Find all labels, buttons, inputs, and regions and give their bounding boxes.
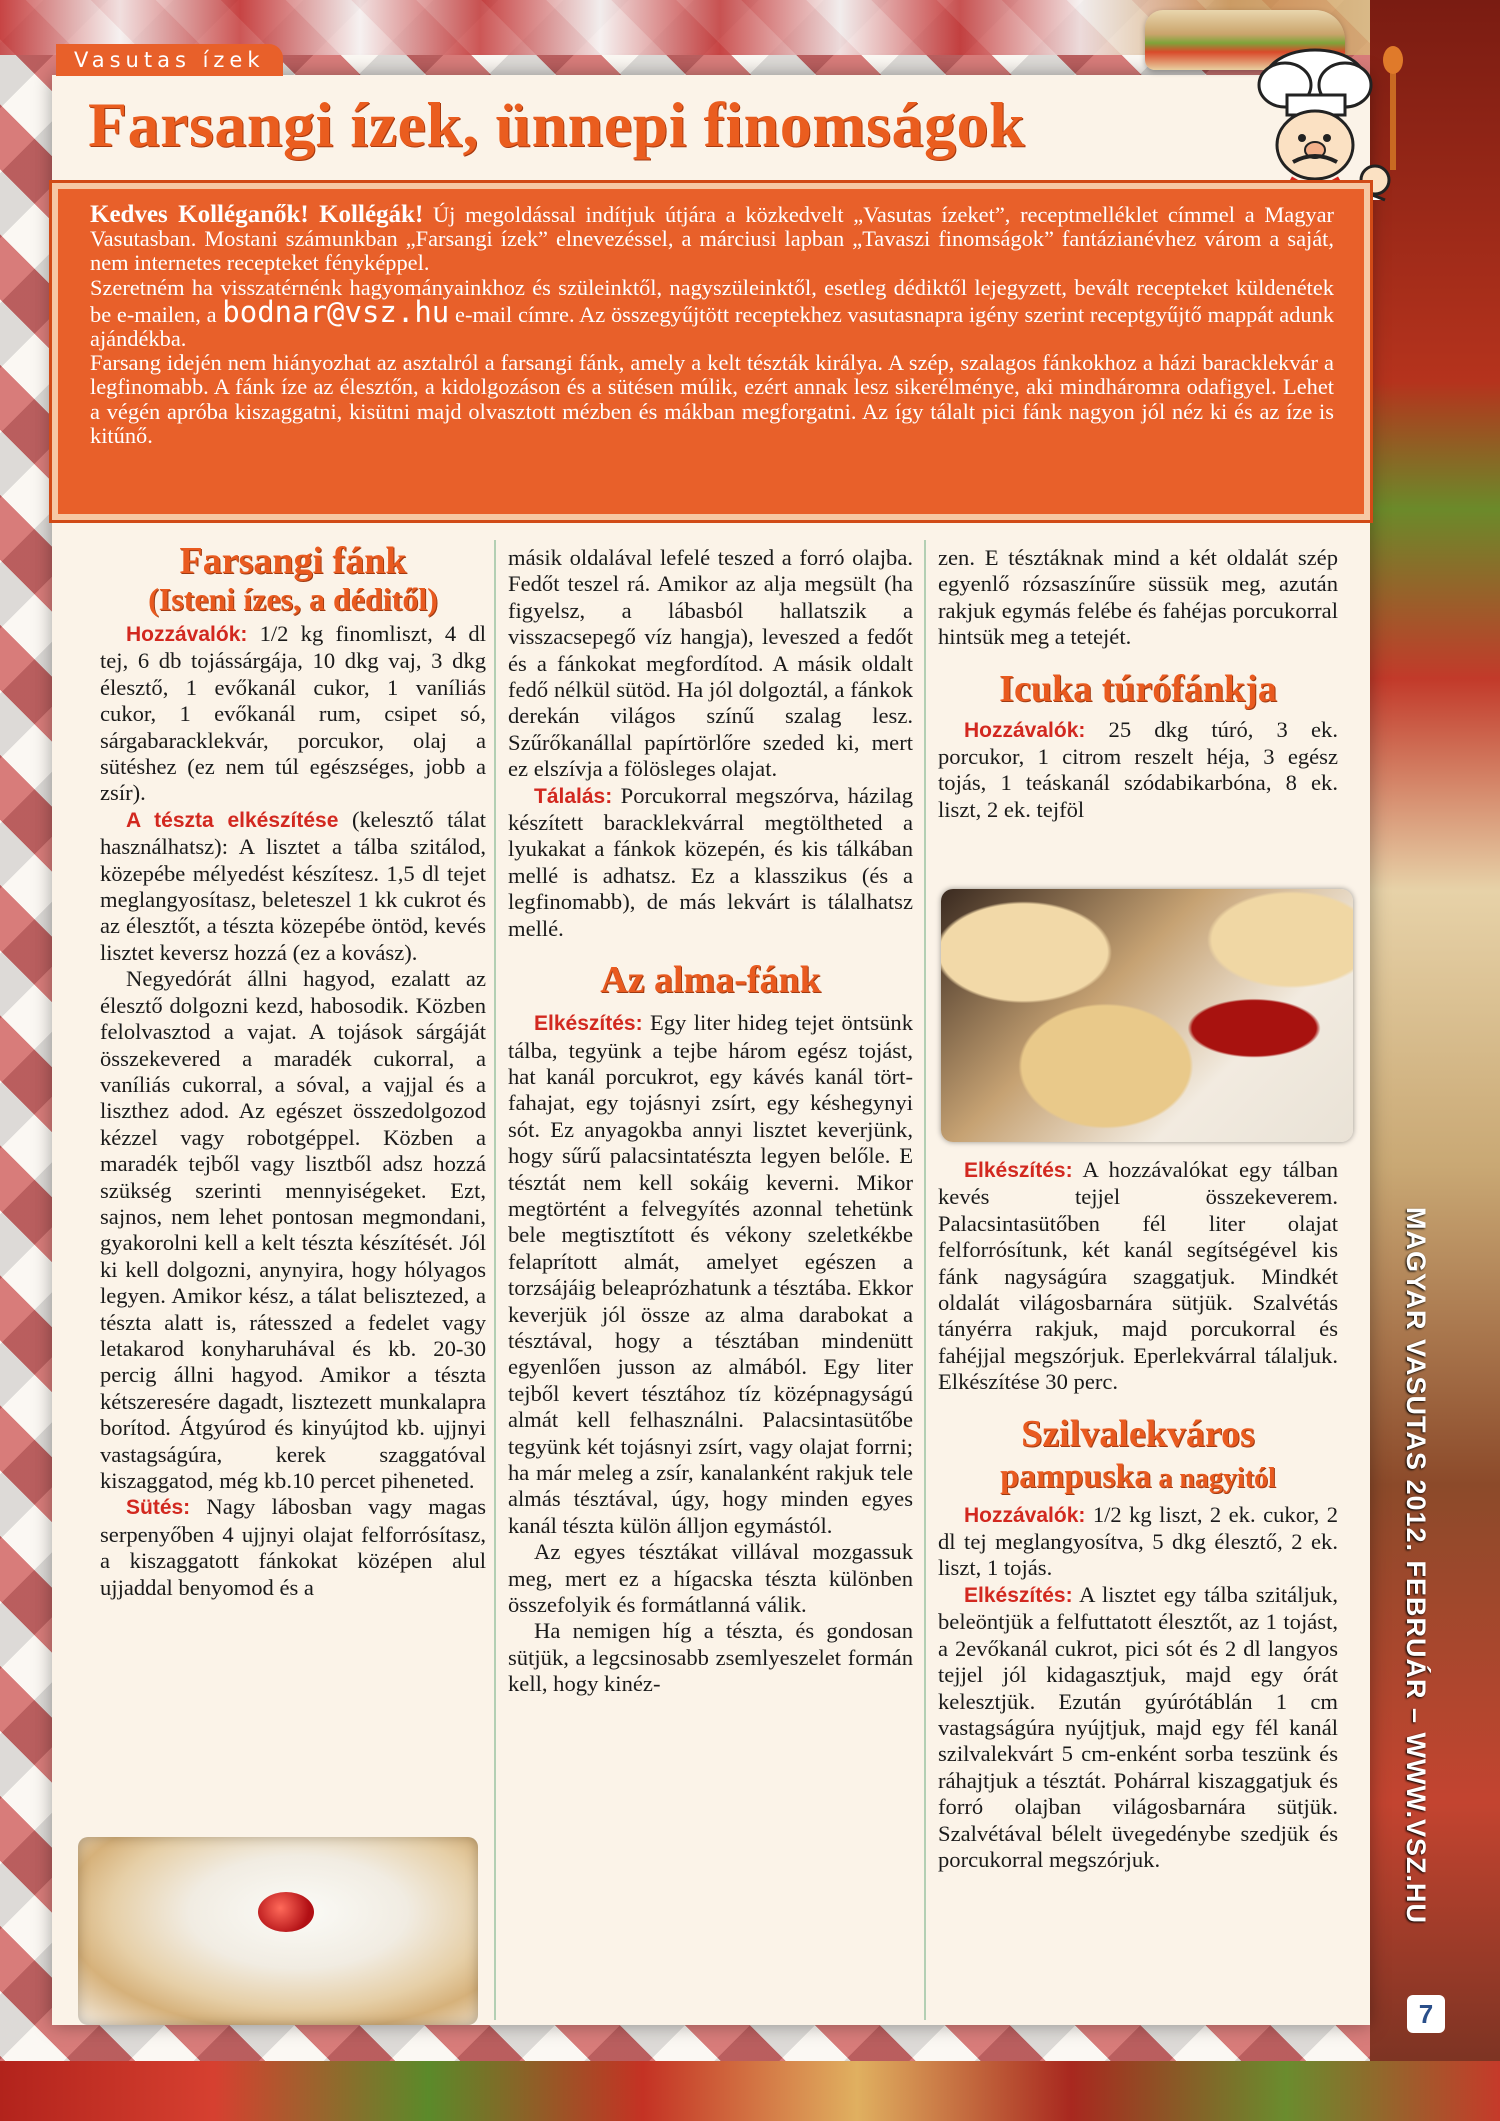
intro-box	[52, 183, 1370, 520]
intro-greeting: Kedves Kolléganők! Kollégák!	[90, 201, 424, 228]
prep-paragraph: A tészta elkészítése (kelesztő tálat használhatsz): A lisztet a tálba szitálod, közepébe mélyedést készítesz. 1,5 dl tejet meglangyosítasz, beleteszel 1 kk cukrot és az élesztőt, a tészta közepébe öntöd, kevés lisztet keversz hozzá (ez a kovász).	[100, 806, 487, 965]
recipe-title-alma-fank: Az alma-fánk	[600, 959, 821, 1002]
pampuska-prep: Elkészítés: A lisztet egy tálba szitáljuk, beleöntjük a felfuttatott élesztőt, az 1 tojást, a 2evőkanál cukrot, pici sót és 2 dl langyos tejjel jól kidagasztjuk, majd egy órát kelesztjük. Ezután gyúrótáblán 1 cm vastagságúra nyújtjuk, majd egy fél kanál szilvalekvárt 5 cm-enként sorba teszünk és ráhajtjuk a tésztát. Pohárral kiszaggatjuk és forró olajban világosbarnára sütjük. Szalvétával bélelt üvegedénybe szedjük és porcukorral megszórjuk.	[938, 1581, 1338, 1872]
alma-paragraph-2: Az egyes tésztákat villával mozgassuk meg, mert ez a hígacska tészta különben összefolyik és formátlanná válik.	[508, 1539, 913, 1618]
page-number: 7	[1407, 1995, 1445, 2033]
recipe-title-farsangi-fank: Farsangi fánk	[179, 540, 407, 582]
turo-ingredients: Hozzávalók: 25 dkg túró, 3 ek. porcukor, 1 citrom reszelt héja, 3 egész tojás, 1 teáskanál szódabikarbóna, 8 ek. liszt, 2 ek. tejföl	[938, 716, 1338, 822]
alma-continued: zen. E tésztáknak mind a két oldalát szép egyenlő rózsaszínűre süssük meg, azután rakjuk egymás felébe és fahéjas porcukorral hintsük meg a tetejét.	[938, 545, 1338, 650]
ingredients-paragraph: Hozzávalók: 1/2 kg finomliszt, 4 dl tej, 6 db tojássárgája, 10 dkg vaj, 3 dkg élesztő, 1 evőkanál cukor, 1 vaníliás cukor, 1 evőkanál rum, csipet só, sárgabaracklekvár, porcukor, olaj a sütéshez (ez nem túl egészséges, jobb a zsír).	[100, 621, 486, 806]
donut-photo	[78, 1837, 478, 2025]
intro-paragraph-1: Kedves Kolléganők! Kollégák! Új megoldással indítjuk útjára a közkedvelt „Vasutas ízeket”, receptmelléklet címmel a Magyar Vasutasban. Mostani számunkban „Farsangi ízek” elnevezéssel, a márciusi lapban „Tavaszi finomságok” fantázianévhez várom a saját, nem internetes recepteket fényképpel.	[90, 201, 1334, 276]
recipe-title-turofank: Icuka túrófánkja	[999, 667, 1277, 710]
recipe-subtitle-pampuska: pampuska a nagyitól	[1000, 1457, 1276, 1495]
cottage-cheese-donut-photo	[941, 889, 1353, 1142]
recipe-title-pampuska: Szilvalekváros	[1021, 1412, 1255, 1455]
column-3-lower	[938, 1157, 1338, 1873]
prep-paragraph-2: Negyedórát állni hagyod, ezalatt az élesztő dolgozni kezd, habosodik. Közben felolvasztod a vajat. A tojások sárgáját összekevered a maradék cukorral, a vaníliás cukorral, a sóval, a vajjal és a liszthez adod. Az egészet összedolgozod kézzel vagy robotgéppel. Közben a maradék tejből vagy lisztből adsz hozzá szükség szerinti mennyiségeket. Ezt, sajnos, nem lehet pontosan megmondani, gyakorolni kell a kelt tészta készítését. Jól ki kell dolgozni, anynyira, hogy hólyagos legyen. Amikor kész, a tálat belisztezed, a tészta alatt is, rátesszed a fedelet vagy letakarod konyharuhával és kb. 20-30 percig állni hagyod. Amikor a tészta kétszeresére dagadt, lisztezett munkalapra borítod. Átgyúrod és kinyújtod kb. ujjnyi vastagságúra, kerek szaggatóval kiszaggatod, még kb.10 percet piheneted.	[100, 966, 486, 1493]
column-3	[938, 533, 1338, 823]
email-link[interactable]: bodnar@vsz.hu	[222, 294, 450, 329]
column-2	[508, 533, 913, 1698]
recipe-subtitle: (Isteni ízes, a déditől)	[148, 581, 438, 617]
column-1	[100, 533, 486, 1601]
frying-paragraph: Sütés: Nagy lábosban vagy magas serpenyőben 4 ujjnyi olajat felforrósítasz, a kiszaggatott fánkokat középen alul ujjaddal benyomod és a	[100, 1494, 486, 1600]
column-divider	[924, 540, 926, 2020]
food-photo-border	[1370, 0, 1500, 2121]
vegetables-photo-border	[0, 2061, 1500, 2121]
intro-paragraph-2: Szeretném ha visszatérnénk hagyományainkhoz és szüleinktől, nagyszüleinktől, esetleg dédiktől lejegyzett, bevált recepteket küldenétek be e-mailen, a bodnar@vsz.hu e-mail címre. Az összegyűjtött receptekhez vasutasnapra igény szerint receptgyűjtő mappát adunk ajándékba.	[90, 274, 1334, 352]
magazine-footer-vertical: MAGYAR VASUTAS 2012. FEBRUÁR – WWW.VSZ.HU	[1401, 1206, 1432, 1924]
alma-paragraph-3: Ha nemigen híg a tészta, és gondosan sütjük, a legcsinosabb zsemlyeszelet formán kell, hogy kinéz-	[508, 1618, 913, 1697]
pampuska-ingredients: Hozzávalók: 1/2 kg liszt, 2 ek. cukor, 2 dl tej meglangyosítva, 5 dkg élesztő, 2 ek. liszt, 1 tojás.	[938, 1501, 1338, 1581]
turo-prep: Elkészítés: A hozzávalókat egy tálban kevés tejjel összekeverem. Palacsintasütőben fél liter olajat felforrósítunk, két kanál segítségével kis fánk nagyságúra szaggatjuk. Mindkét oldalát világosbarnára sütjük. Szalvétás tányérra rakjuk, majd porcukorral és fahéjjal megszórjuk. Eperlekvárral tálaljuk. Elkészítése 30 perc.	[938, 1157, 1338, 1395]
section-tag: Vasutas ízek	[56, 44, 283, 76]
serving-paragraph: Tálalás: Porcukorral megszórva, házilag készített baracklekvárral megtöltheted a lyukakat a fánkok közepén, és kis tálkában mellé is adhatsz. Ez a klasszikus (és a legfinomabb), de más lekvárt is tálalhatsz mellé.	[508, 782, 913, 941]
column-divider	[494, 540, 496, 2020]
page-title: Farsangi ízek, ünnepi finomságok	[88, 89, 1026, 160]
intro-paragraph-3: Farsang idején nem hiányozhat az asztalról a farsangi fánk, amely a kelt tészták királya. A szép, szalagos fánkokhoz a házi baracklekvár a legfinomabb. A fánk íze az élesztőn, a kidolgozáson és a sütésen múlik, ezért annak lesz sikerélménye, aki mindháromra odafigyel. Lehet a végén apróba kiszaggatni, kisütni majd olvasztott mézben és mákban megforgatni. Az így tálalt pici fánk nagyon jól néz ki és az íze is kitűnő.	[90, 350, 1334, 448]
frying-continued: másik oldalával lefelé teszed a forró olajba. Fedőt teszel rá. Amikor az alja megsült (ha figyelsz, a lábasból hallatszik a visszacsepegő víz hangja), leveszed a fedőt és a fánkokat megfordítod. A másik oldalt fedő nélkül sütöd. Ha jól dolgoztál, a fánkok derekán világos színű szalag lesz. Szűrőkanállal papírtörlőre szeded ki, mert ez elszívja a fölösleges olajat.	[508, 545, 913, 782]
alma-prep-paragraph: Elkészítés: Egy liter hideg tejet öntsünk tálba, tegyünk a tejbe három egész tojást, hat kanál porcukrot, egy kávés kanál tört-fahajat, egy tojásnyi zsírt, egy késhegynyi sót. Ez anyagokba annyi lisztet keverjünk, hogy sűrű palacsintatészta legyen belőle. E tésztát nem kell sokáig keverni. Mikor megtörtént a felvegyítés azonnal tehetünk bele megtisztított és vékony szeletkékbe felaprított almát, amelyet egészen a torzsájáig beleaprózhatunk a tésztába. Ekkor keverjük jól össze az alma darabokat a tésztával, hogy a tésztában mindenütt egyenlően jusson az almából. Egy liter tejből kevert tésztához tíz középnagyságú almát kell felhasználni. Palacsintasütőbe tegyünk két tojásnyi zsírt, vagy olajat forrni; ha már meleg a zsír, kanalanként rakjuk tele almás tésztával, úgy, hogy minden egyes kanál tészta külön álljon egymástól.	[508, 1010, 913, 1538]
